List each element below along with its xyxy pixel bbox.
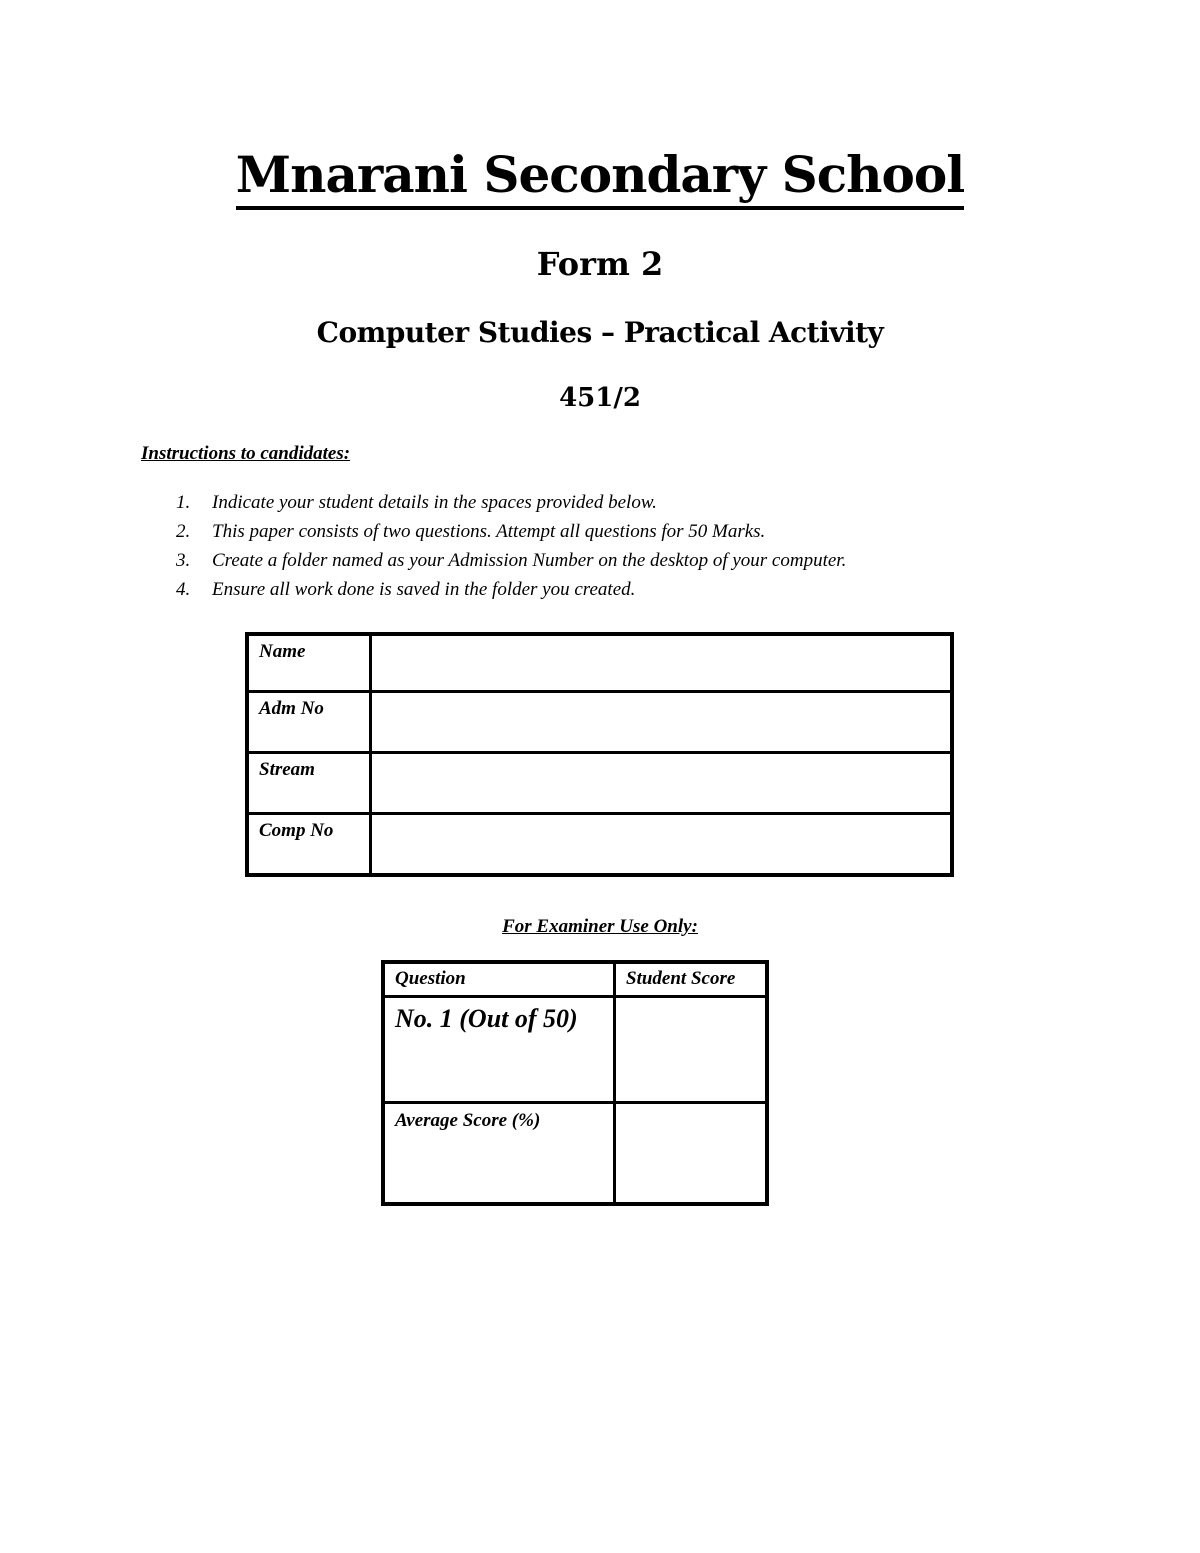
instruction-text: Create a folder named as your Admission Number on the desktop of your computer. bbox=[212, 550, 847, 571]
table-row bbox=[383, 997, 767, 1103]
table-header-row bbox=[383, 962, 767, 997]
instruction-number: 3. bbox=[176, 550, 191, 571]
instructions-heading: Instructions to candidates: bbox=[141, 443, 351, 464]
question-1-score-field[interactable] bbox=[615, 997, 768, 1103]
adm-no-label: Adm No bbox=[247, 692, 371, 753]
paper-code: 451/2 bbox=[559, 383, 641, 413]
name-label: Name bbox=[247, 634, 371, 692]
stream-label: Stream bbox=[247, 753, 371, 814]
comp-no-label: Comp No bbox=[247, 814, 371, 876]
table-row bbox=[247, 634, 952, 692]
instruction-text: This paper consists of two questions. Attempt all questions for 50 Marks. bbox=[212, 521, 766, 542]
question-column-header: Question bbox=[383, 962, 615, 997]
subject-title: Computer Studies – Practical Activity bbox=[316, 316, 884, 349]
comp-no-field[interactable] bbox=[371, 814, 953, 876]
instruction-item bbox=[176, 546, 1076, 575]
examiner-heading: For Examiner Use Only: bbox=[502, 916, 698, 937]
stream-field[interactable] bbox=[371, 753, 953, 814]
table-row bbox=[247, 753, 952, 814]
form-level: Form 2 bbox=[536, 245, 664, 283]
instruction-text: Ensure all work done is saved in the folder you created. bbox=[212, 579, 636, 600]
table-row bbox=[247, 814, 952, 876]
instruction-number: 2. bbox=[176, 521, 191, 542]
name-field[interactable] bbox=[371, 634, 953, 692]
instruction-text: Indicate your student details in the spaces provided below. bbox=[212, 492, 657, 513]
score-column-header: Student Score bbox=[615, 962, 768, 997]
instruction-item bbox=[176, 575, 1076, 604]
examiner-score-table bbox=[381, 960, 769, 1206]
instruction-item bbox=[176, 488, 1076, 517]
school-title bbox=[0, 140, 1200, 210]
instructions-list bbox=[176, 488, 1076, 604]
adm-no-field[interactable] bbox=[371, 692, 953, 753]
instruction-number: 4. bbox=[176, 579, 191, 600]
student-details-table bbox=[245, 632, 954, 877]
school-name: Mnarani Secondary School bbox=[236, 144, 964, 210]
table-row bbox=[247, 692, 952, 753]
instruction-item bbox=[176, 517, 1076, 546]
average-score-label: Average Score (%) bbox=[383, 1103, 615, 1205]
table-row bbox=[383, 1103, 767, 1205]
average-score-field[interactable] bbox=[615, 1103, 768, 1205]
question-1-label: No. 1 (Out of 50) bbox=[383, 997, 615, 1103]
instruction-number: 1. bbox=[176, 492, 191, 513]
